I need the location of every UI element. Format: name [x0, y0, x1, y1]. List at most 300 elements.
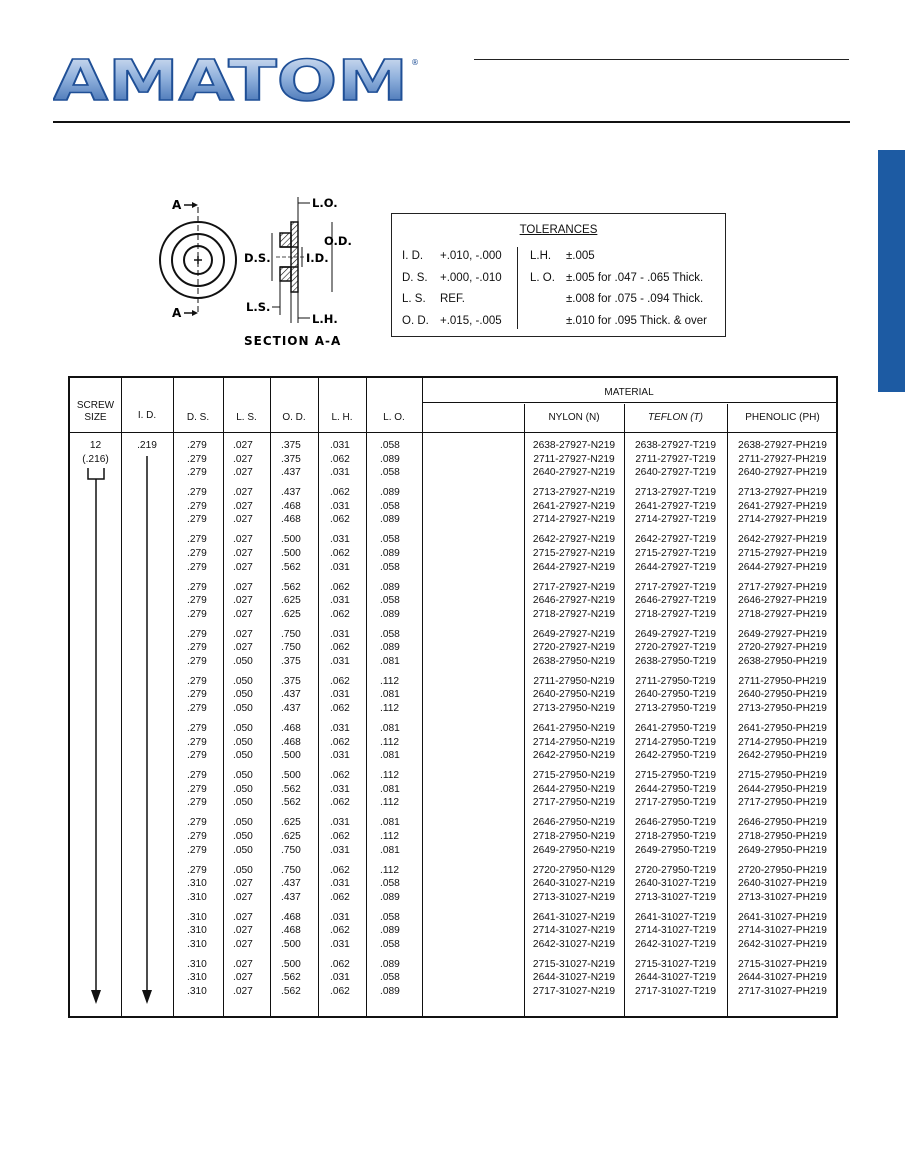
table-cell: .500 [281, 534, 301, 546]
table-cell: .027 [233, 891, 253, 903]
table-cell: 2713-27950-PH219 [738, 703, 827, 715]
tolerance-row [402, 247, 502, 265]
table-cell: 2646-27927-N219 [532, 595, 616, 607]
table-cell: .027 [233, 547, 253, 559]
table-cell: .062 [330, 986, 350, 998]
table-cell: 2717-31027-PH219 [738, 986, 827, 998]
table-cell: .089 [380, 487, 400, 499]
table-cell: .058 [380, 534, 400, 546]
col-header-phenolic: PHENOLIC (PH) [745, 412, 820, 423]
table-cell: .027 [233, 642, 253, 654]
table-cell: 2715-27950-T219 [635, 770, 716, 782]
table-cell: 2720-27927-T219 [635, 642, 716, 654]
table-cell: .031 [330, 817, 350, 829]
table-cell: .279 [187, 655, 207, 667]
table-cell: .050 [233, 783, 253, 795]
table-cell: .031 [330, 467, 350, 479]
table-cell: .089 [380, 547, 400, 559]
table-cell: 2649-27927-PH219 [738, 628, 827, 640]
table-cell: .058 [380, 467, 400, 479]
table-cell: .310 [187, 891, 207, 903]
table-cell: .027 [233, 487, 253, 499]
table-cell: 2713-31027-PH219 [738, 891, 827, 903]
table-cell: .562 [281, 561, 301, 573]
table-cell: .500 [281, 547, 301, 559]
table-cell: .027 [233, 878, 253, 890]
table-cell: 2717-31027-T219 [635, 986, 716, 998]
table-cell: .625 [281, 817, 301, 829]
table-cell: 2640-31027-PH219 [738, 878, 827, 890]
tolerance-label: I. D. [402, 250, 424, 262]
table-cell: 2720-27950-T219 [635, 864, 716, 876]
table-cell: .437 [281, 487, 301, 499]
table-cell: .058 [380, 911, 400, 923]
table-cell: 2718-27950-T219 [635, 830, 716, 842]
table-cell: 2642-27950-N219 [532, 750, 616, 762]
table-cell: .062 [330, 864, 350, 876]
table-cell: .279 [187, 534, 207, 546]
table-cell: .031 [330, 911, 350, 923]
col-header-lo: L. O. [383, 412, 405, 423]
table-cell: 2714-27927-PH219 [738, 514, 827, 526]
table-cell: 2711-27950-N219 [533, 675, 615, 687]
table-cell: 2641-31027-N219 [532, 911, 616, 923]
table-cell: .112 [380, 770, 400, 782]
table-cell: .031 [330, 440, 350, 451]
table-cell: 2718-27927-PH219 [738, 608, 827, 620]
table-cell: 2644-31027-N219 [532, 972, 616, 984]
table-cell: .279 [187, 864, 207, 876]
table-cell: .089 [380, 581, 400, 593]
col-nylon [524, 439, 624, 999]
col-header-teflon: TEFLON (T) [648, 412, 703, 423]
table-cell: 2641-27927-PH219 [738, 500, 827, 512]
table-cell: .089 [380, 891, 400, 903]
table-cell: .310 [187, 972, 207, 984]
table-cell: 2638-27927-PH219 [738, 440, 827, 451]
table-cell: .310 [187, 911, 207, 923]
table-cell: .027 [233, 453, 253, 465]
spacer-table [68, 376, 838, 1018]
table-cell: 2649-27950-PH219 [738, 844, 827, 856]
tolerance-label: L.H. [530, 250, 552, 262]
table-cell: .031 [330, 844, 350, 856]
table-cell: .089 [380, 514, 400, 526]
tolerance-value: +.010, -.000 [440, 250, 502, 262]
table-cell: 2642-27927-N219 [532, 534, 616, 546]
table-cell: .437 [281, 467, 301, 479]
table-cell: .027 [233, 628, 253, 640]
table-cell: .031 [330, 689, 350, 701]
table-cell: 2642-27950-PH219 [738, 750, 827, 762]
table-cell: .062 [330, 891, 350, 903]
col-ds [187, 439, 207, 999]
table-cell: .058 [380, 561, 400, 573]
table-cell: 2641-27950-PH219 [738, 723, 827, 735]
table-cell: 2640-27927-PH219 [738, 467, 827, 479]
table-cell: 2711-27950-T219 [635, 675, 716, 687]
table-cell: .027 [233, 608, 253, 620]
table-cell: .112 [380, 830, 400, 842]
table-cell: .279 [187, 783, 207, 795]
table-cell: 2718-27927-T219 [635, 608, 716, 620]
table-cell: 2646-27950-N219 [532, 817, 616, 829]
table-cell: .031 [330, 628, 350, 640]
table-cell: 2717-31027-N219 [532, 986, 616, 998]
table-cell: 2644-27927-T219 [635, 561, 716, 573]
table-cell: 2640-27950-T219 [635, 689, 716, 701]
table-cell: 2640-31027-N219 [532, 878, 616, 890]
table-cell: .031 [330, 878, 350, 890]
table-cell: 2642-31027-N219 [532, 938, 616, 950]
table-cell: .437 [281, 689, 301, 701]
table-cell: .279 [187, 703, 207, 715]
table-cell: .050 [233, 689, 253, 701]
table-cell: .310 [187, 925, 207, 937]
table-cell: 2715-27927-T219 [635, 547, 716, 559]
table-cell: 2714-27927-T219 [635, 514, 716, 526]
col-header-screw-size: SCREW SIZE [76, 400, 115, 423]
table-cell: .750 [281, 642, 301, 654]
table-cell: 2715-27927-PH219 [738, 547, 827, 559]
table-cell: .050 [233, 703, 253, 715]
tolerances-divider [517, 247, 518, 329]
table-cell: .062 [330, 830, 350, 842]
table-cell: .062 [330, 797, 350, 809]
table-cell: .375 [281, 655, 301, 667]
table-cell: .562 [281, 783, 301, 795]
tolerance-row [530, 290, 703, 308]
table-cell: .062 [330, 958, 350, 970]
table-cell: .279 [187, 844, 207, 856]
table-cell: .050 [233, 817, 253, 829]
table-cell: .027 [233, 581, 253, 593]
table-cell: 2638-27950-N219 [532, 655, 616, 667]
tolerance-label: O. D. [402, 314, 429, 327]
table-cell: .062 [330, 514, 350, 526]
table-cell: .062 [330, 675, 350, 687]
table-cell: .279 [187, 581, 207, 593]
table-cell: .279 [187, 642, 207, 654]
table-cell: 2714-31027-N219 [532, 925, 616, 937]
table-cell: .031 [330, 534, 350, 546]
table-cell: .062 [330, 770, 350, 782]
table-cell: .112 [380, 797, 400, 809]
table-cell: 2640-27950-N219 [532, 689, 616, 701]
tolerances-title: TOLERANCES [519, 224, 598, 236]
tolerance-value: +.015, -.005 [440, 314, 502, 327]
table-cell: .375 [281, 440, 301, 451]
table-cell: .310 [187, 938, 207, 950]
table-cell: .027 [233, 467, 253, 479]
table-cell: .058 [380, 938, 400, 950]
table-cell: .468 [281, 723, 301, 735]
table-cell: .279 [187, 675, 207, 687]
table-cell: .058 [380, 595, 400, 607]
col-header-material: MATERIAL [604, 387, 654, 398]
table-cell: .089 [380, 608, 400, 620]
col-header-ds: D. S. [186, 412, 210, 423]
table-cell: 2717-27927-PH219 [738, 581, 827, 593]
table-cell: .027 [233, 595, 253, 607]
table-cell: .062 [330, 581, 350, 593]
tolerance-value: ±.005 for .047 - .065 Thick. [566, 271, 704, 284]
table-cell: 2646-27927-T219 [635, 595, 716, 607]
tolerance-row [530, 247, 595, 265]
table-cell: 2714-27950-T219 [635, 736, 716, 748]
table-cell: 2644-31027-T219 [635, 972, 716, 984]
table-cell: .027 [233, 440, 253, 451]
table-cell: 2715-27927-N219 [532, 547, 616, 559]
tolerance-value: REF. [440, 293, 465, 305]
table-cell: .081 [380, 723, 400, 735]
table-cell: .050 [233, 797, 253, 809]
table-cell: .112 [380, 736, 400, 748]
label-ls: L.S. [246, 300, 271, 314]
front-view [160, 207, 236, 313]
table-cell: .058 [380, 878, 400, 890]
table-cell: 2713-27927-N219 [532, 487, 616, 499]
table-cell: .750 [281, 628, 301, 640]
id-value: .219 [137, 440, 157, 451]
table-cell: .562 [281, 972, 301, 984]
tolerance-value: +.000, -.010 [440, 271, 502, 284]
table-cell: 2644-27950-T219 [635, 783, 716, 795]
table-cell: 2644-27950-PH219 [738, 783, 827, 795]
tolerances-box [391, 213, 726, 337]
table-cell: 2644-31027-PH219 [738, 972, 827, 984]
table-cell: 2642-27927-T219 [635, 534, 716, 546]
table-cell: 2642-27950-T219 [635, 750, 716, 762]
table-cell: 2713-31027-T219 [635, 891, 716, 903]
table-cell: .089 [380, 925, 400, 937]
table-cell: 2646-27950-PH219 [738, 817, 827, 829]
table-cell: .027 [233, 925, 253, 937]
table-cell: 2715-27950-PH219 [738, 770, 827, 782]
table-cell: .027 [233, 561, 253, 573]
table-cell: .279 [187, 736, 207, 748]
table-cell: .562 [281, 581, 301, 593]
screw-size-value: 12 (.216) [82, 440, 109, 465]
table-cell: 2717-27927-N219 [532, 581, 616, 593]
table-cell: .112 [380, 703, 400, 715]
table-cell: .031 [330, 783, 350, 795]
table-cell: .027 [233, 938, 253, 950]
table-cell: .437 [281, 891, 301, 903]
table-cell: .279 [187, 500, 207, 512]
table-cell: 2720-27950-N129 [532, 864, 616, 876]
table-cell: 2713-31027-N219 [532, 891, 616, 903]
label-ds: D.S. [244, 251, 271, 265]
brand-wordmark: AMATOM [53, 55, 408, 105]
table-cell: .279 [187, 750, 207, 762]
table-cell: 2649-27927-N219 [532, 628, 616, 640]
table-cell: .031 [330, 938, 350, 950]
col-header-lh: L. H. [331, 412, 353, 423]
table-cell: .031 [330, 500, 350, 512]
table-cell: 2715-31027-T219 [635, 958, 716, 970]
table-cell: .279 [187, 487, 207, 499]
table-cell: .050 [233, 675, 253, 687]
table-cell: 2638-27950-PH219 [738, 655, 827, 667]
table-cell: .081 [380, 844, 400, 856]
col-teflon [624, 439, 727, 999]
table-cell: 2638-27927-T219 [635, 440, 716, 451]
table-cell: .062 [330, 453, 350, 465]
table-cell: .058 [380, 628, 400, 640]
tolerance-row [530, 312, 707, 330]
table-cell: 2640-27927-N219 [532, 467, 616, 479]
table-cell: 2641-31027-T219 [635, 911, 716, 923]
table-cell: 2720-27927-PH219 [738, 642, 827, 654]
table-cell: .031 [330, 655, 350, 667]
table-cell: 2641-27927-T219 [635, 500, 716, 512]
table-cell: 2641-27950-N219 [532, 723, 616, 735]
table-cell: .310 [187, 986, 207, 998]
table-cell: .062 [330, 642, 350, 654]
table-cell: .750 [281, 844, 301, 856]
table-cell: .031 [330, 723, 350, 735]
tolerance-value: ±.008 for .075 - .094 Thick. [566, 293, 704, 305]
table-cell: .089 [380, 986, 400, 998]
col-header-ls: L. S. [236, 412, 257, 423]
label-id: I.D. [306, 251, 329, 265]
table-cell: 2646-27927-PH219 [738, 595, 827, 607]
table-cell: .050 [233, 655, 253, 667]
table-cell: .058 [380, 440, 400, 451]
table-cell: .279 [187, 440, 207, 451]
label-lo: L.O. [312, 196, 338, 210]
table-cell: .279 [187, 797, 207, 809]
table-cell: .310 [187, 958, 207, 970]
tolerance-value: ±.010 for .095 Thick. & over [566, 314, 707, 327]
table-cell: 2646-27950-T219 [635, 817, 716, 829]
tolerance-label: L. O. [530, 271, 555, 284]
table-cell: .310 [187, 878, 207, 890]
table-cell: 2720-27950-PH219 [738, 864, 827, 876]
table-cell: .279 [187, 817, 207, 829]
table-cell: .062 [330, 608, 350, 620]
table-cell: .050 [233, 736, 253, 748]
table-cell: .081 [380, 655, 400, 667]
table-cell: 2641-31027-PH219 [738, 911, 827, 923]
table-cell: .468 [281, 514, 301, 526]
table-cell: .500 [281, 750, 301, 762]
table-cell: .500 [281, 770, 301, 782]
table-cell: 2714-31027-T219 [635, 925, 716, 937]
table-cell: .031 [330, 750, 350, 762]
table-cell: 2713-27927-PH219 [738, 487, 827, 499]
table-cell: .081 [380, 817, 400, 829]
table-cell: 2713-27927-T219 [635, 487, 716, 499]
tolerance-label: D. S. [402, 271, 428, 284]
table-cell: .279 [187, 628, 207, 640]
section-marker-bottom: A [172, 306, 182, 320]
table-cell: .279 [187, 689, 207, 701]
table-cell: .279 [187, 467, 207, 479]
label-lh: L.H. [312, 312, 338, 326]
table-cell: .468 [281, 925, 301, 937]
table-cell: 2720-27927-N219 [532, 642, 616, 654]
table-cell: 2717-27950-N219 [532, 797, 616, 809]
tolerance-row [402, 269, 502, 287]
table-cell: .279 [187, 453, 207, 465]
col-header-nylon: NYLON (N) [548, 412, 600, 423]
table-cell: 2713-27950-N219 [532, 703, 616, 715]
table-cell: 2714-27950-PH219 [738, 736, 827, 748]
table-cell: .058 [380, 972, 400, 984]
table-cell: .027 [233, 986, 253, 998]
table-cell: .279 [187, 547, 207, 559]
table-cell: .437 [281, 878, 301, 890]
section-marker-top: A [172, 198, 182, 212]
table-cell: 2714-31027-PH219 [738, 925, 827, 937]
table-cell: .562 [281, 986, 301, 998]
spacer-diagram [150, 185, 380, 355]
table-cell: 2649-27927-T219 [635, 628, 716, 640]
table-cell: .062 [330, 925, 350, 937]
table-cell: 2718-27950-PH219 [738, 830, 827, 842]
table-cell: .279 [187, 770, 207, 782]
table-cell: .279 [187, 514, 207, 526]
table-cell: 2715-31027-N219 [532, 958, 616, 970]
col-lo [380, 439, 400, 999]
table-cell: .279 [187, 830, 207, 842]
continuation-arrows [70, 378, 173, 1016]
table-cell: 2642-31027-T219 [635, 938, 716, 950]
table-cell: .089 [380, 642, 400, 654]
table-cell: 2718-27927-N219 [532, 608, 616, 620]
table-cell: 2640-27927-T219 [635, 467, 716, 479]
table-cell: .437 [281, 703, 301, 715]
table-cell: 2644-27927-N219 [532, 561, 616, 573]
table-cell: .062 [330, 703, 350, 715]
table-cell: .500 [281, 958, 301, 970]
table-cell: .468 [281, 500, 301, 512]
tolerance-row [530, 269, 703, 287]
table-cell: .050 [233, 844, 253, 856]
table-cell: .062 [330, 736, 350, 748]
header-line [474, 59, 849, 60]
table-cell: 2714-27950-N219 [532, 736, 616, 748]
tolerance-value: ±.005 [566, 250, 595, 262]
table-cell: .062 [330, 487, 350, 499]
table-cell: .027 [233, 972, 253, 984]
table-cell: .050 [233, 830, 253, 842]
table-cell: 2717-27950-PH219 [738, 797, 827, 809]
table-cell: .027 [233, 514, 253, 526]
col-header-id: I. D. [137, 410, 157, 421]
table-cell: .050 [233, 723, 253, 735]
table-cell: .562 [281, 797, 301, 809]
table-cell: .031 [330, 595, 350, 607]
table-cell: .468 [281, 911, 301, 923]
table-cell: .081 [380, 689, 400, 701]
table-cell: .279 [187, 595, 207, 607]
table-cell: 2638-27950-T219 [635, 655, 716, 667]
table-cell: 2640-27950-PH219 [738, 689, 827, 701]
table-cell: 2649-27950-T219 [635, 844, 716, 856]
table-cell: 2717-27927-T219 [635, 581, 716, 593]
table-cell: .062 [330, 547, 350, 559]
side-tab [878, 150, 905, 392]
table-cell: .031 [330, 972, 350, 984]
table-cell: 2649-27950-N219 [532, 844, 616, 856]
table-cell: 2715-27950-N219 [532, 770, 616, 782]
table-cell: 2718-27950-N219 [532, 830, 616, 842]
table-cell: .625 [281, 608, 301, 620]
table-cell: .031 [330, 561, 350, 573]
